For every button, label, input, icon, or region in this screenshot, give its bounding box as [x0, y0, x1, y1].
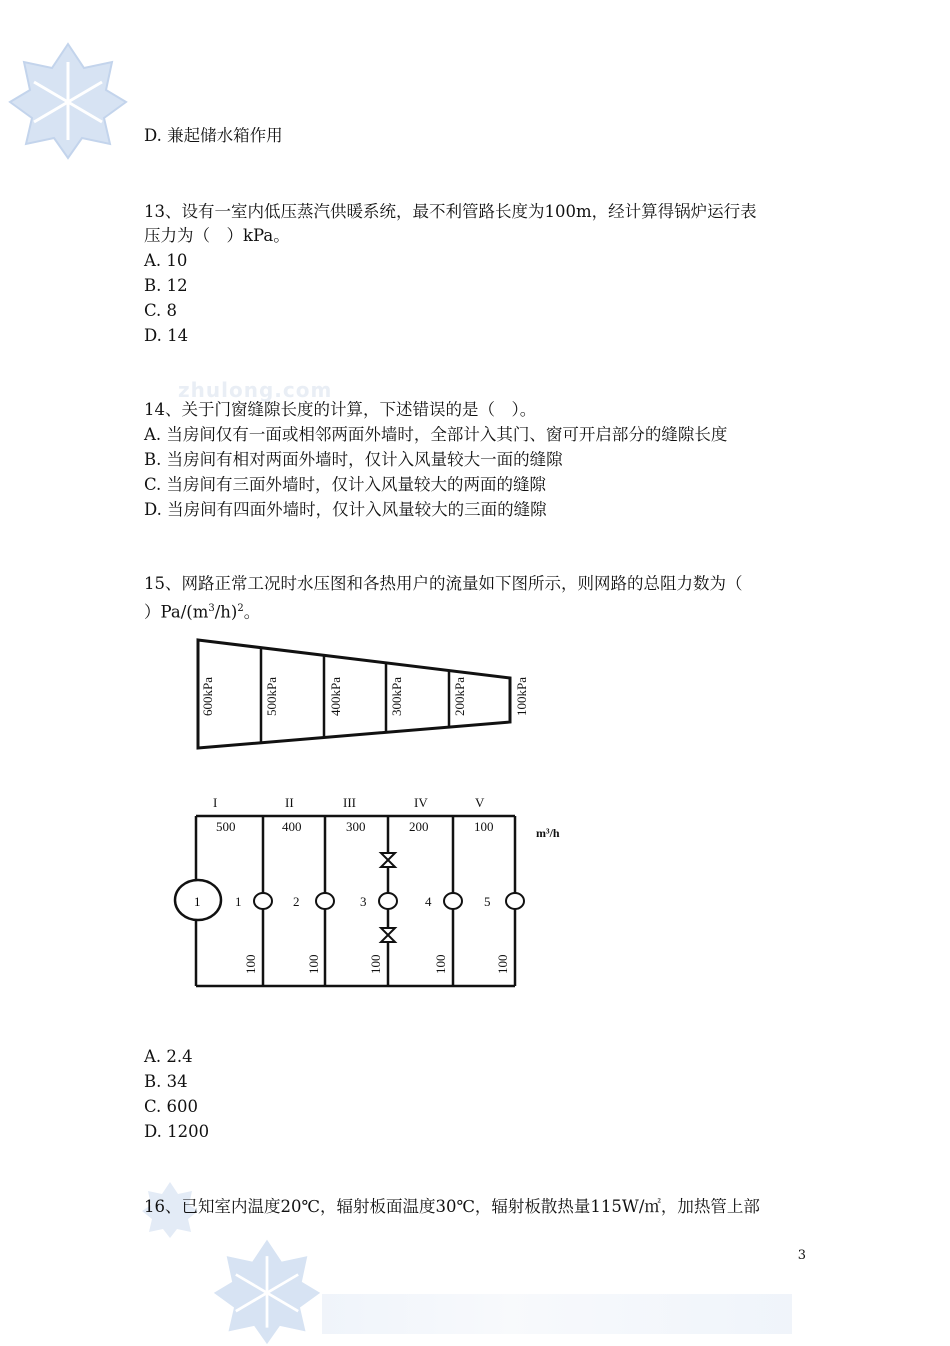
- user-5-heater-icon: [506, 893, 524, 909]
- network-schematic: [168, 790, 588, 995]
- q12-option-d: D. 兼起储水箱作用: [144, 126, 283, 145]
- q15-stem-sup: 3: [208, 603, 215, 614]
- user-flow-3: 100: [368, 954, 383, 974]
- q13-option-d: D. 14: [144, 326, 189, 345]
- user-number-4: 4: [425, 894, 432, 909]
- user-4-heater-icon: [444, 893, 462, 909]
- user-2-heater-icon: [316, 893, 334, 909]
- user-numeral-3: III: [343, 795, 356, 810]
- user-number-5: 5: [484, 894, 491, 909]
- flow-unit-label: m³/h: [536, 826, 560, 840]
- q16-stem-line1: 16、已知室内温度20℃，辐射板面温度30℃，辐射板散热量115W/㎡，加热管上部: [144, 1197, 760, 1216]
- user-numeral-5: V: [475, 795, 485, 810]
- watermark-site-text: zhulong.com: [178, 378, 333, 402]
- q15-stem-mid: /h): [214, 602, 238, 622]
- user-number-3: 3: [360, 894, 367, 909]
- user-flow-2: 100: [306, 954, 321, 974]
- pressure-label-300: 300kPa: [389, 677, 404, 716]
- q13-stem-line1: 13、设有一室内低压蒸汽供暖系统，最不利管路长度为100m，经计算得锅炉运行表: [144, 202, 757, 221]
- water-pressure-diagram: [190, 632, 550, 757]
- user-flow-1: 100: [243, 954, 258, 974]
- user-number-1: 1: [235, 894, 242, 909]
- user-number-2: 2: [293, 894, 300, 909]
- user-flow-5: 100: [495, 954, 510, 974]
- page-number: 3: [797, 1248, 806, 1263]
- pressure-label-400: 400kPa: [328, 677, 343, 716]
- top-flow-2: 400: [282, 819, 302, 834]
- user-3-heater-icon: [379, 893, 397, 909]
- user-numeral-4: IV: [414, 795, 428, 810]
- top-flow-1: 500: [216, 819, 236, 834]
- watermark-snowflake-bottom-icon: [212, 1236, 322, 1346]
- q13-stem-line2: 压力为（ ）kPa。: [144, 226, 290, 245]
- user-flow-4: 100: [433, 954, 448, 974]
- q15-option-c: C. 600: [144, 1097, 199, 1116]
- q15-stem-prefix: ）Pa/(m: [144, 602, 209, 622]
- valve-upper-icon: [381, 853, 395, 867]
- pressure-label-500: 500kPa: [264, 677, 279, 716]
- q14-option-a: A. 当房间仅有一面或相邻两面外墙时，全部计入其门、窗可开启部分的缝隙长度: [144, 425, 728, 444]
- q13-option-a: A. 10: [144, 251, 188, 270]
- q15-option-a: A. 2.4: [144, 1047, 193, 1066]
- q14-option-b: B. 当房间有相对两面外墙时，仅计入风量较大一面的缝隙: [144, 450, 563, 469]
- q15-stem-line2: [144, 597, 260, 625]
- q15-stem-suffix: 。: [243, 602, 261, 622]
- top-flow-4: 200: [409, 819, 429, 834]
- q15-stem-line1: 15、网路正常工况时水压图和各热用户的流量如下图所示，则网路的总阻力数为（: [144, 574, 743, 593]
- user-1-heater-icon: [254, 893, 272, 909]
- q15-option-d: D. 1200: [144, 1122, 210, 1141]
- pressure-label-200: 200kPa: [452, 677, 467, 716]
- valve-lower-icon: [381, 928, 395, 942]
- top-flow-5: 100: [474, 819, 494, 834]
- q15-option-b: B. 34: [144, 1072, 188, 1091]
- user-numeral-2: II: [285, 795, 294, 810]
- watermark-snowflake-top-icon: [8, 40, 128, 160]
- watermark-banner: [322, 1294, 792, 1334]
- q15-stem-sup2: 2: [237, 603, 244, 614]
- q13-option-c: C. 8: [144, 301, 178, 320]
- q14-option-d: D. 当房间有四面外墙时，仅计入风量较大的三面的缝隙: [144, 500, 547, 519]
- pressure-label-100: 100kPa: [514, 677, 529, 716]
- user-numeral-1: I: [213, 795, 218, 810]
- top-flow-3: 300: [346, 819, 366, 834]
- pump-label: 1: [194, 894, 201, 909]
- q13-option-b: B. 12: [144, 276, 188, 295]
- pressure-label-600: 600kPa: [200, 677, 215, 716]
- q14-stem: 14、关于门窗缝隙长度的计算，下述错误的是（ ）。: [144, 400, 537, 419]
- q14-option-c: C. 当房间有三面外墙时，仅计入风量较大的两面的缝隙: [144, 475, 547, 494]
